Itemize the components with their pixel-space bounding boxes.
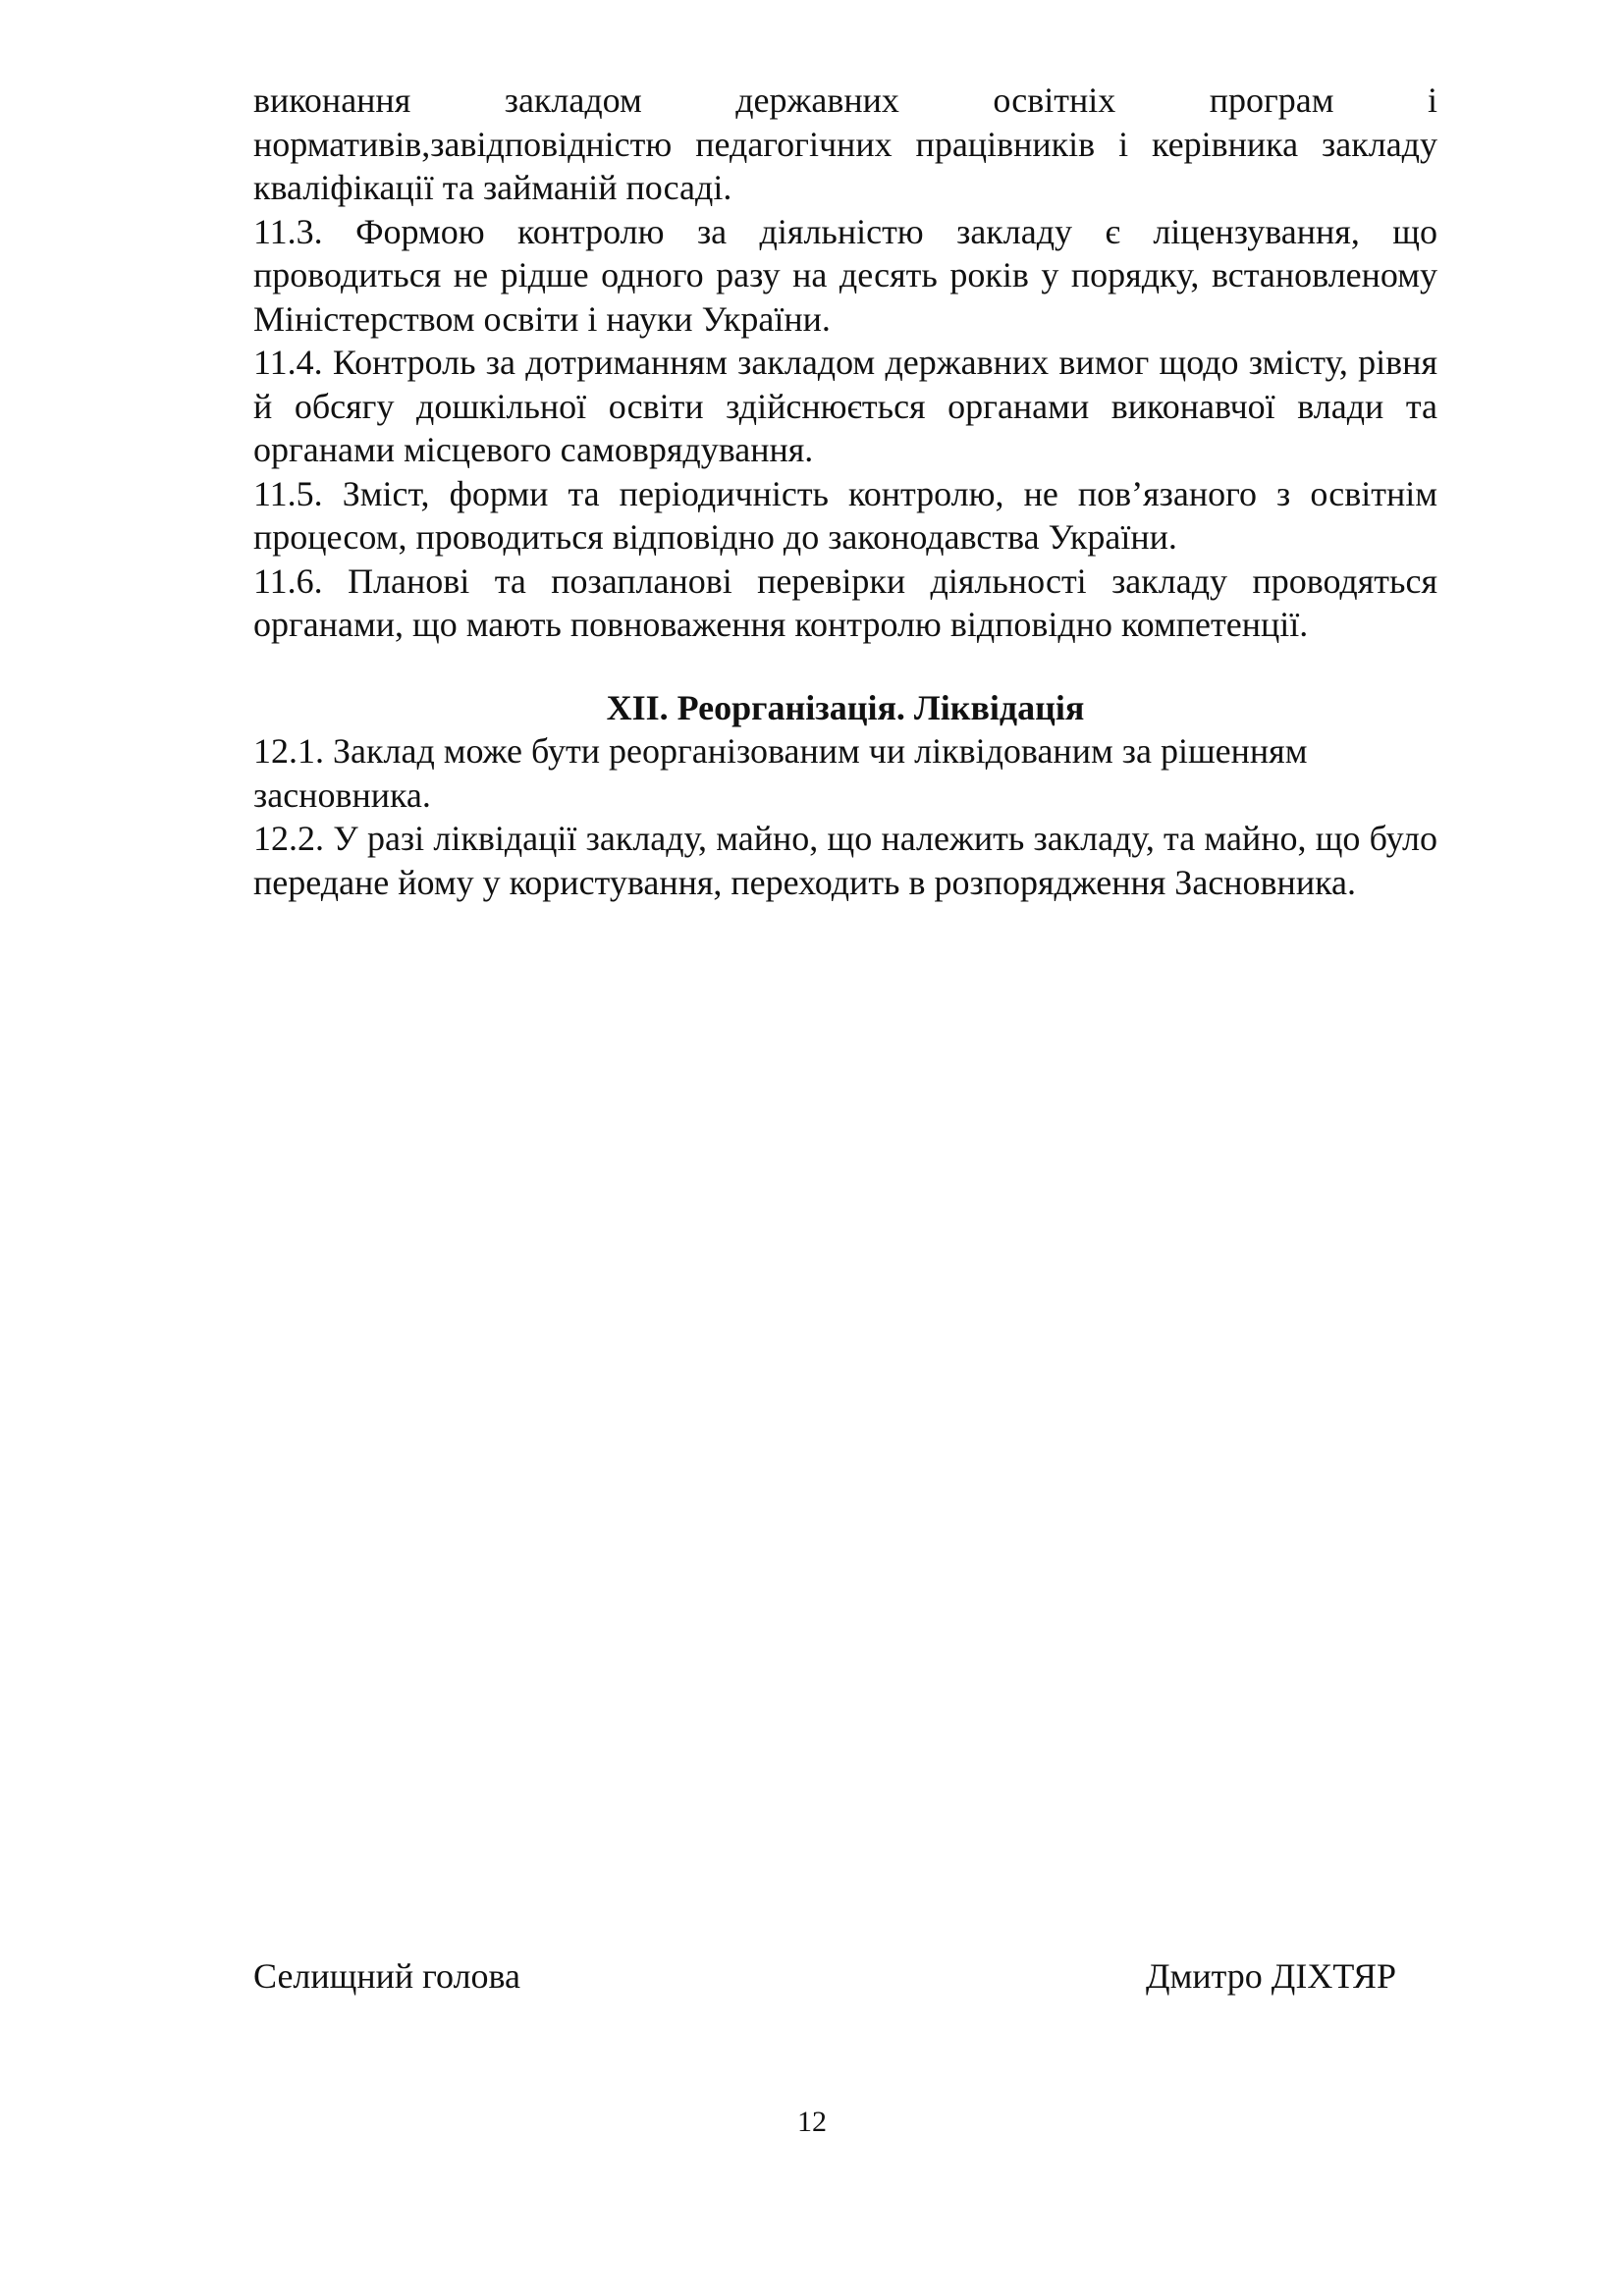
paragraph-12-2: 12.2. У разі ліквідації закладу, майно, що належить закладу, та майно, що було передане йому у користування, переходить в розпорядження Засновника. (253, 819, 1437, 902)
paragraph-11-6: 11.6. Планові та позапланові перевірки діяльності закладу проводяться органами, що мають повноваження контролю відповідно компетенції. (253, 561, 1437, 644)
page-number: 12 (797, 2106, 827, 2138)
paragraph-continuation: виконання закладом державних освітніх програм і нормативів,завідповідністю педагогічних працівників і керівника закладу кваліфікації та займаній посаді. (253, 80, 1437, 207)
paragraph-11-3: 11.3. Формою контролю за діяльністю закладу є ліцензування, що проводиться не рідше одного разу на десять років у порядку, встановленому Міністерством освіти і науки України. (253, 211, 1437, 339)
signature-block (253, 1954, 1396, 1998)
section-heading-xii: XII. Реорганізація. Ліквідація (606, 687, 1085, 727)
signature-name: Дмитро ДІХТЯР (1146, 1956, 1396, 1996)
paragraph-12-1: 12.1. Заклад може бути реорганізованим чи ліквідованим за рішенням засновника. (253, 731, 1308, 815)
paragraph-11-5: 11.5. Зміст, форми та періодичність контролю, не пов’язаного з освітнім процесом, проводиться відповідно до законодавства України. (253, 473, 1437, 557)
paragraph-11-4: 11.4. Контроль за дотриманням закладом державних вимог щодо змісту, рівня й обсягу дошкільної освіти здійснюється органами виконавчої влади та органами місцевого самоврядування. (253, 343, 1437, 469)
document-body (253, 79, 1437, 904)
signature-position: Селищний голова (253, 1956, 521, 1996)
